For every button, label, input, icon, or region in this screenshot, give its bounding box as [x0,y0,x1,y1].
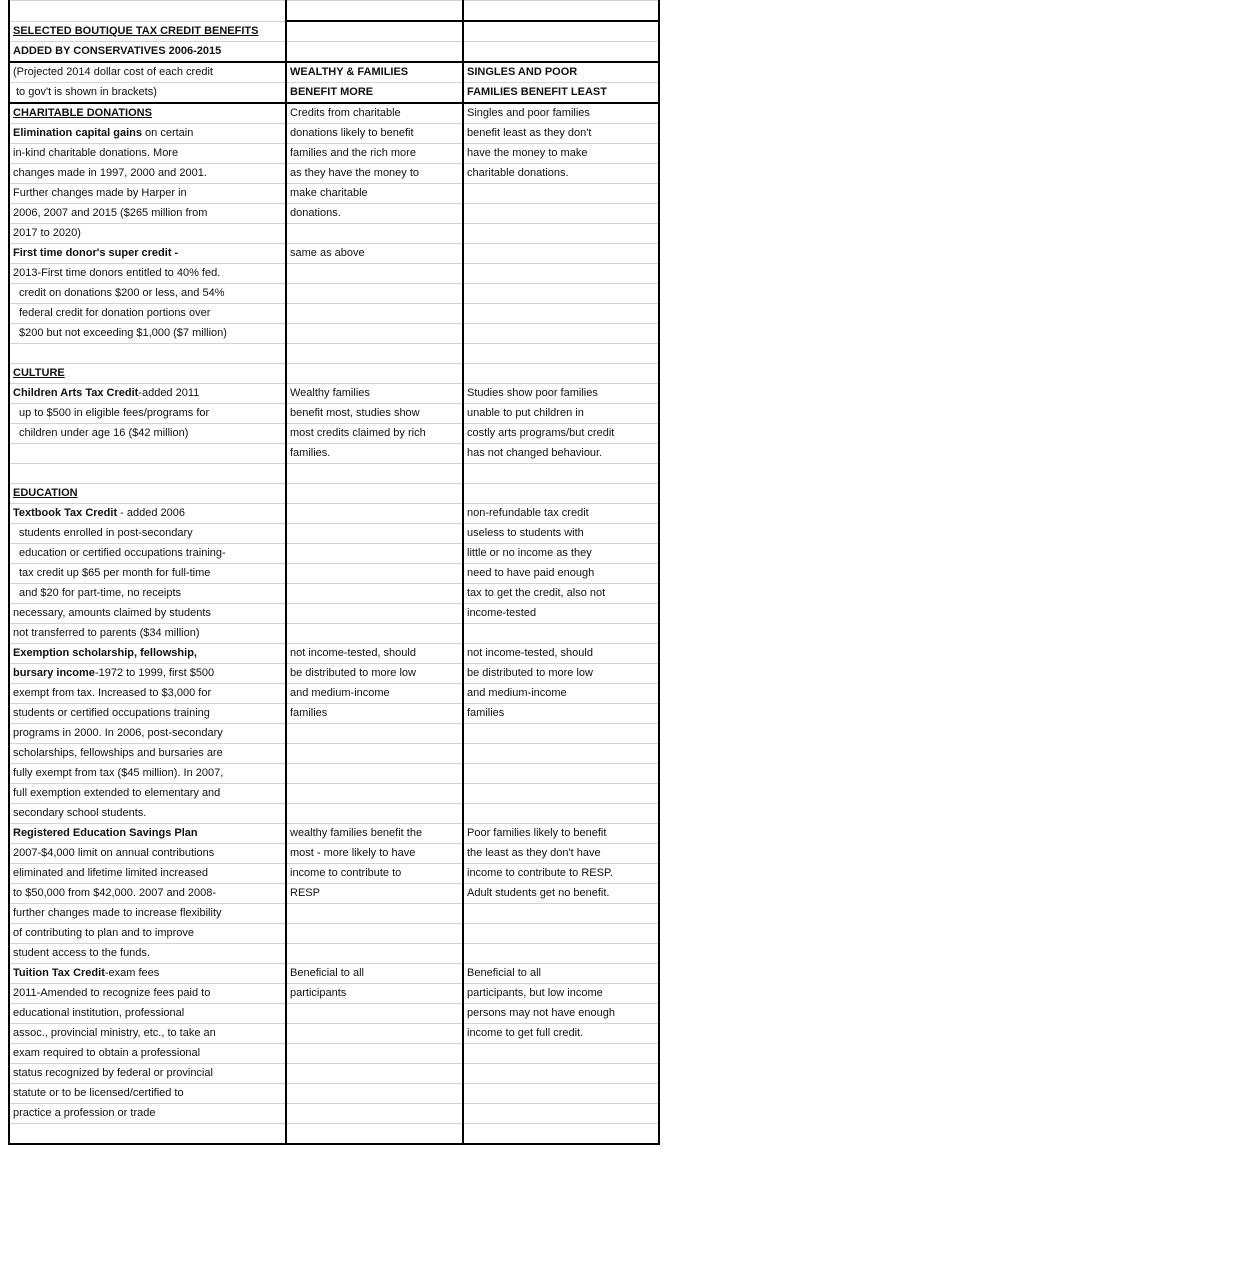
table-row [9,444,659,464]
cell-text: children under age 16 ($42 million) [19,427,189,439]
cell-text: of contributing to plan and to improve [13,927,195,939]
cell-wealthy-families[interactable] [286,344,463,364]
table-row [9,1064,659,1084]
cell-text: 2007-$4,000 limit on annual contributions [13,847,215,859]
cell-benefit-description[interactable] [9,504,286,524]
cell-singles-poor[interactable]: persons may not have enough [463,1004,659,1024]
cell-text: education or certified occupations training- [19,547,226,559]
table-row [9,244,659,264]
cell-benefit-description[interactable] [9,984,286,1004]
cell-singles-poor[interactable] [463,764,659,784]
cell-singles-poor[interactable]: the least as they don't have [463,844,659,864]
table-row [9,284,659,304]
cell-wealthy-families[interactable] [286,524,463,544]
table-row [9,1124,659,1145]
cell-text: fully exempt from tax ($45 million). In 2007, [13,767,224,779]
cell-text: up to $500 in eligible fees/programs for [19,407,210,419]
cell-benefit-description[interactable] [9,103,286,124]
cell-singles-poor[interactable]: has not changed behaviour. [463,444,659,464]
cell-singles-poor[interactable]: income-tested [463,604,659,624]
cell-benefit-description[interactable] [9,424,286,444]
cell-singles-poor[interactable] [463,924,659,944]
cell-singles-poor[interactable] [463,1104,659,1124]
cell-benefit-description[interactable] [9,704,286,724]
cell-wealthy-families[interactable]: donations likely to benefit [286,124,463,144]
cell-singles-poor[interactable]: Beneficial to all [463,964,659,984]
cell-benefit-description[interactable] [9,62,286,83]
cell-wealthy-families[interactable] [286,1,463,22]
cell-benefit-description[interactable] [9,324,286,344]
cell-benefit-description[interactable] [9,204,286,224]
cell-wealthy-families[interactable] [286,804,463,824]
cell-singles-poor[interactable]: participants, but low income [463,984,659,1004]
cell-singles-poor[interactable]: Poor families likely to benefit [463,824,659,844]
cell-wealthy-families[interactable] [286,364,463,384]
cell-wealthy-families[interactable] [286,1004,463,1024]
table-row [9,304,659,324]
table-row [9,664,659,684]
table-row [9,1004,659,1024]
cell-singles-poor[interactable] [463,324,659,344]
table-row [9,21,659,42]
table-row [9,684,659,704]
cell-benefit-description[interactable] [9,164,286,184]
cell-singles-poor[interactable] [463,744,659,764]
cell-wealthy-families[interactable] [286,1024,463,1044]
cell-wealthy-families[interactable]: participants [286,984,463,1004]
cell-singles-poor[interactable] [463,264,659,284]
cell-wealthy-families[interactable]: not income-tested, should [286,644,463,664]
cell-text: students enrolled in post-secondary [19,527,193,539]
cell-text: and $20 for part-time, no receipts [19,587,182,599]
cell-text: - added 2006 [117,507,185,519]
cell-benefit-description[interactable] [9,684,286,704]
cell-wealthy-families[interactable] [286,42,463,63]
cell-singles-poor[interactable] [463,904,659,924]
cell-text: CHARITABLE DONATIONS [13,107,152,119]
cell-singles-poor[interactable] [463,204,659,224]
cell-text: 2017 to 2020) [13,227,81,239]
cell-wealthy-families[interactable]: income to contribute to [286,864,463,884]
table-row [9,764,659,784]
table-row [9,964,659,984]
cell-benefit-description[interactable] [9,804,286,824]
cell-wealthy-families[interactable] [286,1084,463,1104]
cell-wealthy-families[interactable]: families [286,704,463,724]
cell-benefit-description[interactable] [9,1024,286,1044]
cell-text: eliminated and lifetime limited increased [13,867,209,879]
cell-singles-poor[interactable] [463,1,659,22]
table-row [9,324,659,344]
cell-text: Registered Education Savings Plan [13,827,198,839]
cell-text: exam required to obtain a professional [13,1047,201,1059]
cell-singles-poor[interactable] [463,21,659,42]
cell-wealthy-families[interactable]: benefit most, studies show [286,404,463,424]
table-row [9,204,659,224]
cell-text: -exam fees [104,967,160,979]
table-row [9,1104,659,1124]
cell-wealthy-families[interactable] [286,304,463,324]
cell-text: SELECTED BOUTIQUE TAX CREDIT BENEFITS [13,25,259,37]
cell-text: full exemption extended to elementary and [13,787,221,799]
cell-wealthy-families[interactable] [286,284,463,304]
cell-text: federal credit for donation portions over [19,307,211,319]
cell-text: secondary school students. [13,807,147,819]
cell-singles-poor[interactable]: SINGLES AND POOR [463,62,659,83]
cell-benefit-description[interactable] [9,1124,286,1145]
table-row [9,624,659,644]
cell-benefit-description[interactable] [9,824,286,844]
cell-benefit-description[interactable] [9,484,286,504]
cell-text: Further changes made by Harper in [13,187,187,199]
cell-singles-poor[interactable]: and medium-income [463,684,659,704]
cell-singles-poor[interactable]: Adult students get no benefit. [463,884,659,904]
cell-singles-poor[interactable] [463,1044,659,1064]
cell-singles-poor[interactable] [463,1124,659,1145]
cell-text: to $50,000 from $42,000. 2007 and 2008- [13,887,217,899]
cell-text: Children Arts Tax Credit [13,387,139,399]
cell-text: changes made in 1997, 2000 and 2001. [13,167,207,179]
cell-benefit-description[interactable] [9,364,286,384]
table-row [9,504,659,524]
table-row [9,144,659,164]
cell-benefit-description[interactable] [9,304,286,324]
cell-singles-poor[interactable] [463,344,659,364]
table-row [9,844,659,864]
table-row [9,1044,659,1064]
table-row [9,524,659,544]
table-row [9,484,659,504]
cell-benefit-description[interactable] [9,964,286,984]
table-row [9,824,659,844]
cell-singles-poor[interactable]: charitable donations. [463,164,659,184]
table-row [9,364,659,384]
cell-wealthy-families[interactable] [286,544,463,564]
cell-wealthy-families[interactable]: make charitable [286,184,463,204]
table-row [9,584,659,604]
table-row [9,1,659,22]
cell-singles-poor[interactable]: unable to put children in [463,404,659,424]
cell-singles-poor[interactable]: families [463,704,659,724]
cell-wealthy-families[interactable] [286,1124,463,1145]
cell-benefit-description[interactable] [9,83,286,104]
cell-singles-poor[interactable]: FAMILIES BENEFIT LEAST [463,83,659,104]
cell-wealthy-families[interactable]: wealthy families benefit the [286,824,463,844]
cell-benefit-description[interactable] [9,844,286,864]
cell-benefit-description[interactable] [9,1044,286,1064]
cell-benefit-description[interactable] [9,524,286,544]
cell-text: tax credit up $65 per month for full-time [19,567,211,579]
table-row [9,704,659,724]
cell-text: further changes made to increase flexibility [13,907,222,919]
cell-wealthy-families[interactable] [286,21,463,42]
cell-singles-poor[interactable] [463,244,659,264]
cell-benefit-description[interactable] [9,644,286,664]
table-row [9,924,659,944]
cell-benefit-description[interactable] [9,344,286,364]
cell-singles-poor[interactable] [463,624,659,644]
cell-wealthy-families[interactable]: Beneficial to all [286,964,463,984]
cell-benefit-description[interactable] [9,724,286,744]
cell-singles-poor[interactable]: useless to students with [463,524,659,544]
table-row [9,424,659,444]
cell-benefit-description[interactable] [9,21,286,42]
cell-wealthy-families[interactable] [286,264,463,284]
table-row [9,404,659,424]
cell-singles-poor[interactable]: costly arts programs/but credit [463,424,659,444]
cell-benefit-description[interactable] [9,664,286,684]
cell-benefit-description[interactable] [9,544,286,564]
cell-singles-poor[interactable]: little or no income as they [463,544,659,564]
cell-benefit-description[interactable] [9,224,286,244]
cell-text: students or certified occupations training [13,707,210,719]
table-row [9,124,659,144]
table-row [9,944,659,964]
cell-text: to gov't is shown in brackets) [16,86,157,98]
cell-singles-poor[interactable]: non-refundable tax credit [463,504,659,524]
table-row [9,864,659,884]
cell-benefit-description[interactable] [9,764,286,784]
table-row [9,564,659,584]
cell-singles-poor[interactable]: benefit least as they don't [463,124,659,144]
cell-benefit-description[interactable] [9,884,286,904]
cell-text: ADDED BY CONSERVATIVES 2006-2015 [13,45,222,57]
cell-benefit-description[interactable] [9,124,286,144]
cell-text: statute or to be licensed/certified to [13,1087,184,1099]
cell-text: credit on donations $200 or less, and 54% [19,287,225,299]
cell-text: Textbook Tax Credit [13,507,118,519]
table-row [9,224,659,244]
cell-benefit-description[interactable] [9,864,286,884]
cell-wealthy-families[interactable]: as they have the money to [286,164,463,184]
cell-wealthy-families[interactable] [286,764,463,784]
cell-wealthy-families[interactable] [286,924,463,944]
cell-wealthy-families[interactable] [286,484,463,504]
cell-benefit-description[interactable] [9,244,286,264]
cell-benefit-description[interactable] [9,744,286,764]
cell-singles-poor[interactable] [463,184,659,204]
cell-text: (Projected 2014 dollar cost of each credit [13,66,213,78]
cell-wealthy-families[interactable]: same as above [286,244,463,264]
cell-benefit-description[interactable] [9,284,286,304]
cell-text: not transferred to parents ($34 million) [13,627,200,639]
cell-text: $200 but not exceeding $1,000 ($7 million) [19,327,227,339]
table-row [9,1024,659,1044]
cell-wealthy-families[interactable] [286,1064,463,1084]
cell-wealthy-families[interactable]: RESP [286,884,463,904]
cell-singles-poor[interactable]: have the money to make [463,144,659,164]
cell-singles-poor[interactable]: income to get full credit. [463,1024,659,1044]
cell-text: Exemption scholarship, fellowship, [13,647,197,659]
cell-singles-poor[interactable]: Singles and poor families [463,103,659,124]
table-row [9,984,659,1004]
cell-wealthy-families[interactable]: BENEFIT MORE [286,83,463,104]
cell-text: Tuition Tax Credit [13,967,105,979]
cell-benefit-description[interactable] [9,1084,286,1104]
cell-singles-poor[interactable] [463,284,659,304]
cell-benefit-description[interactable] [9,264,286,284]
cell-wealthy-families[interactable]: donations. [286,204,463,224]
cell-benefit-description[interactable] [9,944,286,964]
table-row [9,604,659,624]
cell-benefit-description[interactable] [9,624,286,644]
cell-benefit-description[interactable] [9,904,286,924]
cell-singles-poor[interactable]: tax to get the credit, also not [463,584,659,604]
cell-wealthy-families[interactable] [286,944,463,964]
cell-benefit-description[interactable] [9,924,286,944]
cell-wealthy-families[interactable]: most - more likely to have [286,844,463,864]
cell-benefit-description[interactable] [9,144,286,164]
table-row [9,744,659,764]
cell-benefit-description[interactable] [9,1104,286,1124]
cell-singles-poor[interactable]: income to contribute to RESP. [463,864,659,884]
cell-wealthy-families[interactable] [286,224,463,244]
cell-text: necessary, amounts claimed by students [13,607,211,619]
cell-singles-poor[interactable] [463,364,659,384]
cell-singles-poor[interactable]: be distributed to more low [463,664,659,684]
table-row [9,62,659,83]
table-row [9,724,659,744]
cell-wealthy-families[interactable]: families and the rich more [286,144,463,164]
table-row [9,384,659,404]
cell-singles-poor[interactable] [463,42,659,63]
table-row [9,544,659,564]
cell-wealthy-families[interactable] [286,464,463,484]
cell-benefit-description[interactable] [9,404,286,424]
cell-text: CULTURE [13,367,65,379]
cell-singles-poor[interactable] [463,464,659,484]
cell-text: 2006, 2007 and 2015 ($265 million from [13,207,208,219]
cell-wealthy-families[interactable] [286,564,463,584]
cell-text: status recognized by federal or provincial [13,1067,213,1079]
cell-text: programs in 2000. In 2006, post-secondary [13,727,223,739]
cell-wealthy-families[interactable] [286,784,463,804]
spreadsheet-grid [8,0,660,1145]
cell-text: practice a profession or trade [13,1107,156,1119]
cell-singles-poor[interactable] [463,804,659,824]
table-row [9,164,659,184]
cell-singles-poor[interactable] [463,784,659,804]
table-row [9,344,659,364]
table-row [9,464,659,484]
cell-singles-poor[interactable] [463,484,659,504]
cell-text: First time donor's super credit - [13,247,179,259]
cell-text: student access to the funds. [13,947,150,959]
cell-text: exempt from tax. Increased to $3,000 for [13,687,212,699]
cell-text: in-kind charitable donations. More [13,147,179,159]
cell-singles-poor[interactable] [463,724,659,744]
cell-wealthy-families[interactable]: most credits claimed by rich [286,424,463,444]
cell-benefit-description[interactable] [9,384,286,404]
spreadsheet-body [9,1,659,1145]
cell-benefit-description[interactable] [9,184,286,204]
cell-wealthy-families[interactable] [286,1104,463,1124]
table-row [9,264,659,284]
cell-benefit-description[interactable] [9,42,286,63]
cell-singles-poor[interactable]: need to have paid enough [463,564,659,584]
table-row [9,804,659,824]
cell-text: 2013-First time donors entitled to 40% fed. [13,267,221,279]
table-row [9,184,659,204]
table-row [9,42,659,63]
cell-text: bursary income [13,667,95,679]
cell-text: 2011-Amended to recognize fees paid to [13,987,211,999]
cell-wealthy-families[interactable] [286,904,463,924]
cell-wealthy-families[interactable] [286,724,463,744]
table-row [9,644,659,664]
cell-text: -added 2011 [138,387,200,399]
cell-benefit-description[interactable] [9,1004,286,1024]
cell-wealthy-families[interactable] [286,624,463,644]
cell-benefit-description[interactable] [9,784,286,804]
cell-singles-poor[interactable] [463,944,659,964]
cell-text: Elimination capital gains [13,127,142,139]
cell-wealthy-families[interactable]: WEALTHY & FAMILIES [286,62,463,83]
table-row [9,784,659,804]
cell-wealthy-families[interactable] [286,324,463,344]
cell-wealthy-families[interactable]: and medium-income [286,684,463,704]
cell-singles-poor[interactable] [463,224,659,244]
cell-text: on certain [141,127,194,139]
cell-benefit-description[interactable] [9,1,286,22]
cell-singles-poor[interactable] [463,1064,659,1084]
table-row [9,103,659,124]
cell-text: educational institution, professional [13,1007,185,1019]
cell-wealthy-families[interactable] [286,744,463,764]
cell-wealthy-families[interactable] [286,604,463,624]
cell-wealthy-families[interactable] [286,504,463,524]
table-row [9,884,659,904]
table-row [9,1084,659,1104]
cell-benefit-description[interactable] [9,584,286,604]
cell-benefit-description[interactable] [9,564,286,584]
cell-wealthy-families[interactable]: families. [286,444,463,464]
table-row [9,83,659,104]
cell-wealthy-families[interactable]: Wealthy families [286,384,463,404]
cell-singles-poor[interactable] [463,1084,659,1104]
cell-benefit-description[interactable] [9,464,286,484]
cell-text: scholarships, fellowships and bursaries are [13,747,223,759]
cell-singles-poor[interactable]: not income-tested, should [463,644,659,664]
cell-benefit-description[interactable] [9,444,286,464]
cell-singles-poor[interactable]: Studies show poor families [463,384,659,404]
table-row [9,904,659,924]
cell-singles-poor[interactable] [463,304,659,324]
cell-wealthy-families[interactable] [286,584,463,604]
cell-wealthy-families[interactable]: Credits from charitable [286,103,463,124]
cell-wealthy-families[interactable]: be distributed to more low [286,664,463,684]
cell-text: assoc., provincial ministry, etc., to take an [13,1027,216,1039]
cell-text: EDUCATION [13,487,78,499]
cell-text: -1972 to 1999, first $500 [94,667,215,679]
cell-benefit-description[interactable] [9,604,286,624]
cell-wealthy-families[interactable] [286,1044,463,1064]
cell-benefit-description[interactable] [9,1064,286,1084]
